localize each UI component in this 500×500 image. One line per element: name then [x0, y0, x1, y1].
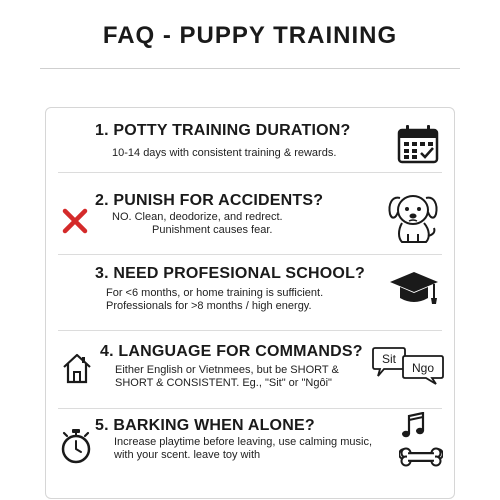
bubble-text-ngo: Ngo [411, 361, 435, 375]
faq-question-4: 4. LANGUAGE FOR COMMANDS? [100, 343, 363, 360]
stopwatch-icon [60, 428, 92, 464]
faq-answer-1: 10-14 days with consistent training & rewards. [112, 147, 337, 159]
faq-answer-3: For <6 months, or home training is sufficient. Professionals for >8 months / high energy. [106, 287, 324, 312]
music-note-icon [401, 412, 427, 440]
page-title: FAQ - PUPPY TRAINING [102, 22, 398, 49]
faq-question-5: 5. BARKING WHEN ALONE? [95, 417, 315, 434]
faq-question-3: 3. NEED PROFESIONAL SCHOOL? [95, 265, 366, 282]
graduation-cap-icon [388, 270, 440, 308]
faq-answer-5: Increase playtime before leaving, use calming music, with your scent. leave toy with [114, 436, 373, 461]
divider [58, 172, 442, 173]
divider [58, 408, 442, 409]
faq-question-2: 2. PUNISH FOR ACCIDENTS? [95, 192, 324, 209]
title-divider [40, 68, 460, 69]
faq-question-1: 1. POTTY TRAINING DURATION? [95, 122, 351, 139]
calendar-icon [397, 124, 439, 164]
divider [58, 254, 442, 255]
divider [58, 330, 442, 331]
bubble-text-sit: Sit [381, 352, 397, 366]
faq-answer-2: NO. Clean, deodorize, and redrect. Punishment causes fear. [112, 211, 283, 236]
sad-puppy-icon [386, 190, 440, 246]
bone-icon [399, 446, 443, 468]
house-icon [62, 352, 92, 384]
faq-answer-4: Either English or Vietnmees, but be SHORT & SHORT & CONSISTENT. Eg., "Sit" or "Ngôi" [115, 364, 339, 389]
red-x-icon [62, 208, 88, 234]
speech-bubbles-icon [370, 346, 446, 386]
